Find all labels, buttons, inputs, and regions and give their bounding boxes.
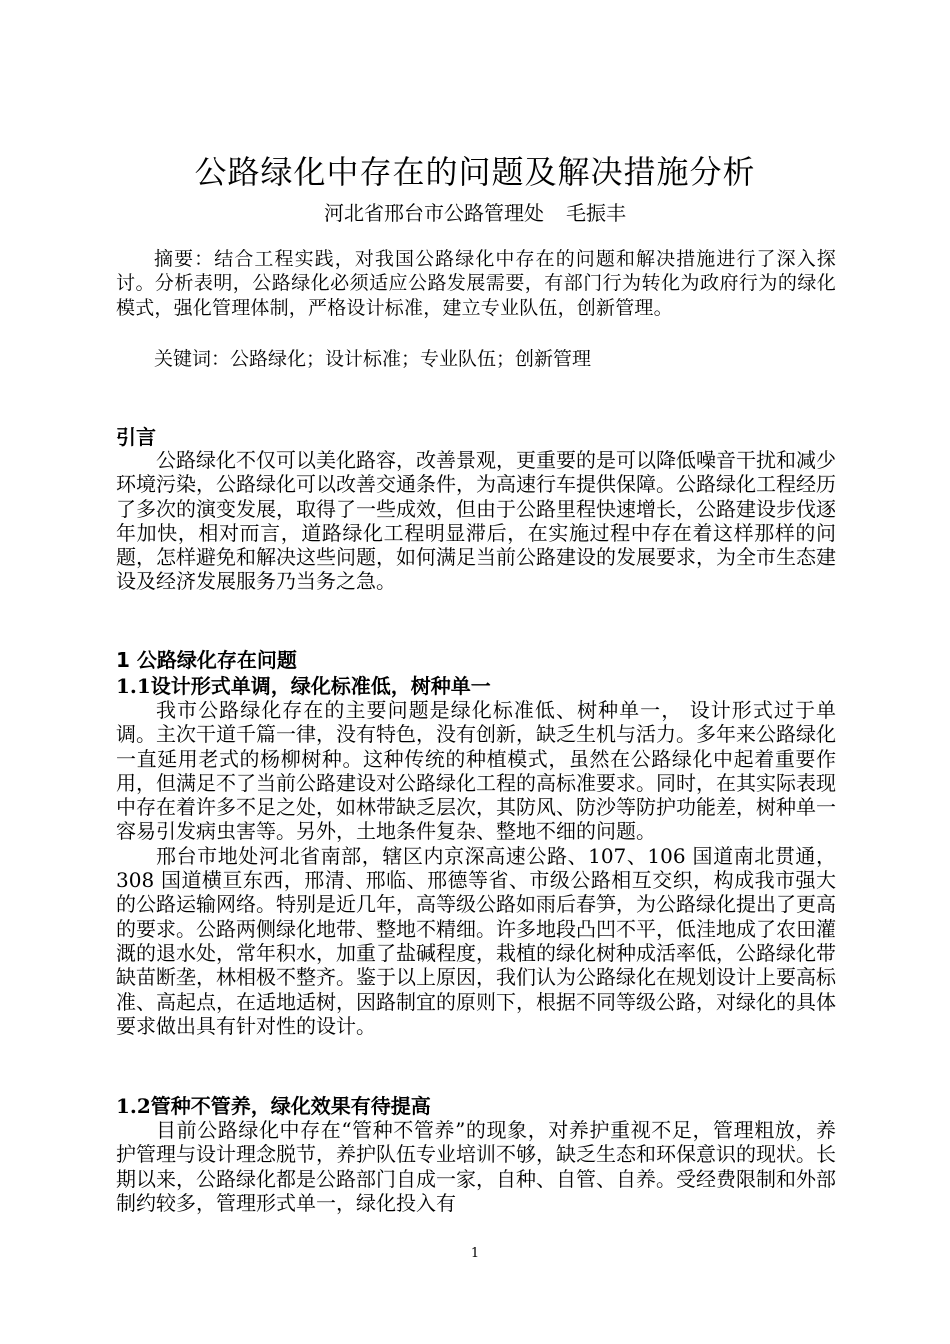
abstract-block	[116, 247, 836, 320]
intro-paragraph: 公路绿化不仅可以美化路容，改善景观，更重要的是可以降低噪音干扰和减少环境污染，公路绿化可以改善交通条件，为高速行车提供保障。公路绿化工程经历了多次的演变发展，取得了一些成效，但由于公路里程快速增长，公路建设步伐逐年加快，相对而言，道路绿化工程明显滞后，在实施过程中存在着这样那样的问题，怎样避免和解决这些问题，如何满足当前公路建设的发展要求，为全市生态建设及经济发展服务乃当务之急。	[116, 448, 836, 594]
keywords-line: 关键词：公路绿化；设计标准；专业队伍；创新管理	[154, 348, 592, 370]
page-number: 1	[470, 1246, 480, 1261]
section-1-heading: 1 公路绿化存在问题	[116, 648, 297, 672]
section-1-1-heading	[116, 674, 491, 698]
author-org: 河北省邢台市公路管理处	[324, 201, 544, 225]
section-1-1-paragraph-2: 邢台市地处河北省南部，辖区内京深高速公路、107、106 国道南北贯通，308 国道横亘东西，邢清、邢临、邢德等省、市级公路相互交织，构成我市强大的公路运输网络。特别是近几年，高等级公路如雨后春笋，为公路绿化提出了更高的要求。公路两侧绿化地带、整地不精细。许多地段凸凹不平，低洼地成了农田灌溉的退水处，常年积水，加重了盐碱程度，栽植的绿化树种成活率低，公路绿化带缺苗断垄，林相极不整齐。鉴于以上原因，我们认为公路绿化在规划设计上要高标准、高起点，在适地适树，因路制宜的原则下，根据不同等级公路，对绿化的具体要求做出具有针对性的设计。	[116, 843, 836, 1038]
section-1-2-paragraph: 目前公路绿化中存在“管种不管养”的现象，对养护重视不足，管理粗放，养护管理与设计理念脱节，养护队伍专业培训不够，缺乏生态和环保意识的现状。长期以来，公路绿化都是公路部门自成一家，自种、自管、自养。受经费限制和外部制约较多，管理形式单一，绿化投入有	[116, 1118, 836, 1215]
section-1-2-heading	[116, 1094, 431, 1118]
author-line	[0, 200, 950, 226]
document-title: 公路绿化中存在的问题及解决措施分析	[194, 153, 756, 191]
section-1-1-number: 1.1	[116, 674, 151, 698]
section-1-1-body	[116, 698, 836, 1038]
abstract-text: 摘要：结合工程实践，对我国公路绿化中存在的问题和解决措施进行了深入探讨。分析表明，公路绿化必须适应公路发展需要，有部门行为转化为政府行为的绿化模式，强化管理体制，严格设计标准，建立专业队伍，创新管理。	[116, 248, 836, 319]
section-1-2-body	[116, 1118, 836, 1215]
intro-heading: 引言	[116, 425, 156, 449]
intro-body	[116, 448, 836, 594]
section-1-1-title: 设计形式单调，绿化标准低，树种单一	[150, 674, 491, 698]
section-1-2-title: 管种不管养，绿化效果有待提高	[150, 1094, 431, 1118]
author-name: 毛振丰	[566, 201, 626, 225]
section-1-1-paragraph-1: 我市公路绿化存在的主要问题是绿化标准低、树种单一， 设计形式过于单调。主次干道千篇一律，没有特色，没有创新，缺乏生机与活力。多年来公路绿化一直延用老式的杨柳树种。这种传统的种植模式，虽然在公路绿化中起着重要作用，但满足不了当前公路建设对公路绿化工程的高标准要求。同时，在其实际表现中存在着许多不足之处，如林带缺乏层次，其防风、防沙等防护功能差，树种单一容易引发病虫害等。另外，土地条件复杂、整地不细的问题。	[116, 698, 836, 844]
section-1-2-number: 1.2	[116, 1094, 151, 1118]
